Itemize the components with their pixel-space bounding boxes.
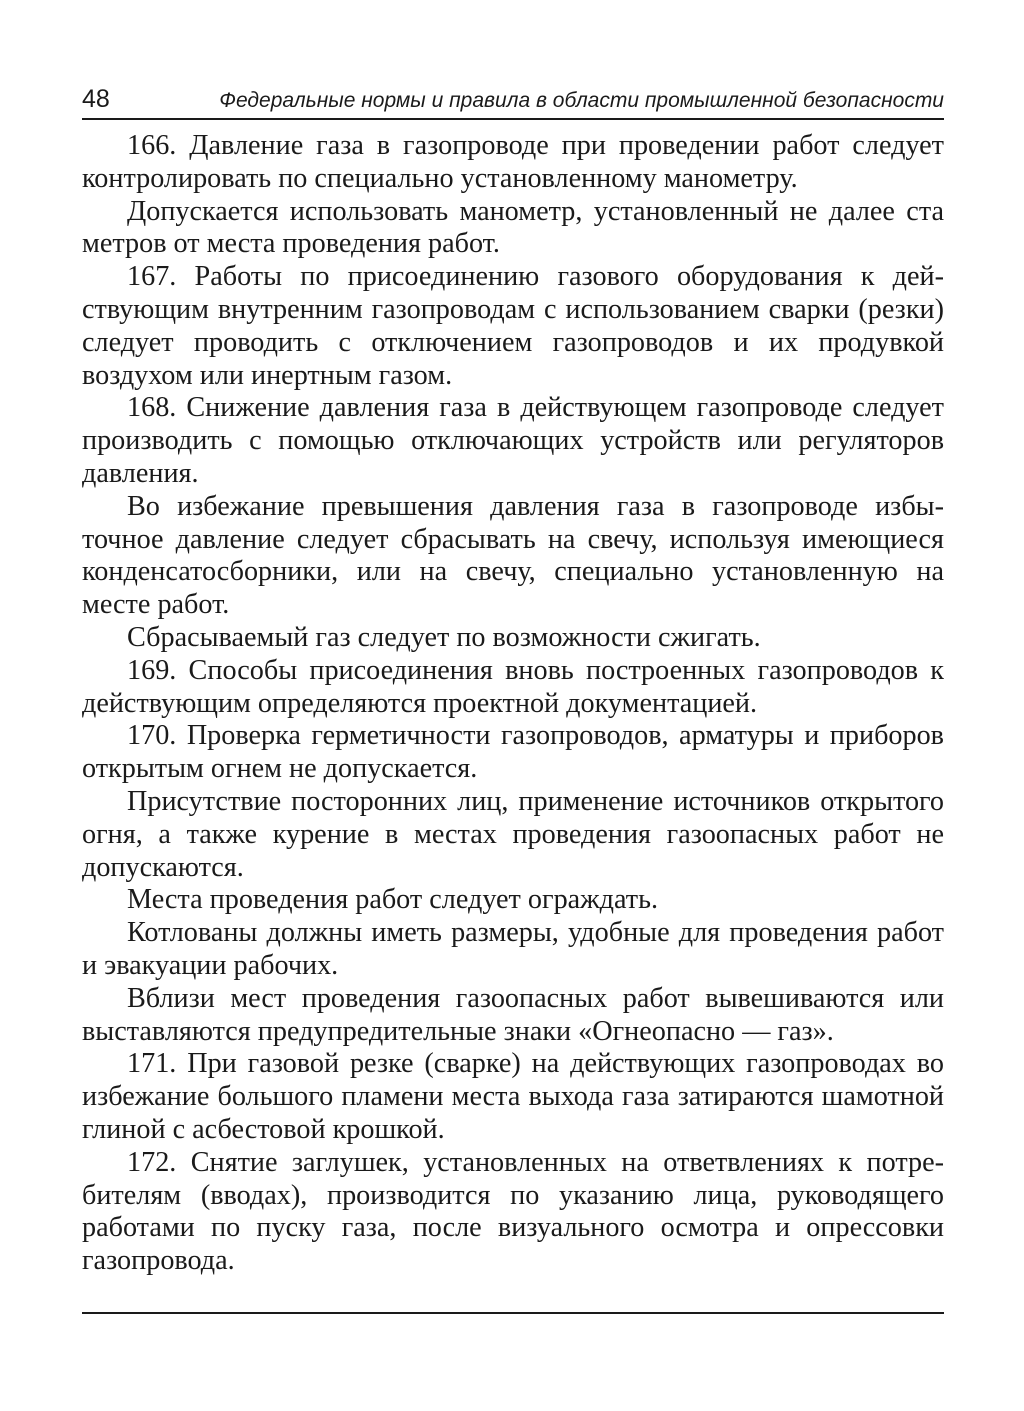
paragraph-167: 167. Работы по присоединению газового оборудования к действующим внутренним газопроводам с использованием сварки (резки) следует проводить с отключением газопроводов и их продувкой воздухом или инертным газом. bbox=[82, 261, 944, 391]
paragraph-170-pits: Котлованы должны иметь размеры, удобные для проведения работ и эвакуации рабочих. bbox=[82, 917, 944, 981]
paragraph-169: 169. Способы присоединения вновь построенных газопроводов к действующим определяются проектной документацией. bbox=[82, 654, 944, 719]
body-text bbox=[82, 130, 944, 1278]
page bbox=[82, 78, 944, 1278]
bottom-rule bbox=[82, 1312, 944, 1314]
paragraph-170: 170. Проверка герметичности газопроводов, арматуры и приборов открытым огнем не допускается. bbox=[82, 720, 944, 785]
paragraph-168: 168. Снижение давления газа в действующем газопроводе следует производить с помощью отключающих устройств или регуляторов давления. bbox=[82, 392, 944, 489]
running-title: Федеральные нормы и правила в области промышленной безопасности bbox=[219, 89, 944, 112]
paragraph-171: 171. При газовой резке (сварке) на действующих газопроводах во избежание большого пламени места выхода газа затираются шамотной глиной с асбестовой крошкой. bbox=[82, 1048, 944, 1145]
paragraph-170-signs: Вблизи мест проведения газоопасных работ вывешиваются или выставляются предупредительные знаки «Огнеопасно — газ». bbox=[82, 982, 944, 1047]
paragraph-168-overpressure: Во избежание превышения давления газа в газопроводе избыточное давление следует сбрасывать на свечу, используя имеющиеся конденсатосборники, или на свечу, специально установленную на месте работ. bbox=[82, 490, 944, 621]
paragraph-166-note: Допускается использовать манометр, установленный не далее ста метров от места проведения работ. bbox=[82, 195, 944, 260]
paragraph-166: 166. Давление газа в газопроводе при проведении работ следует контролировать по специально установленному манометру. bbox=[82, 130, 944, 194]
paragraph-168-burn: Сбрасываемый газ следует по возможности сжигать. bbox=[127, 621, 761, 653]
running-header bbox=[82, 78, 944, 120]
page-number: 48 bbox=[82, 85, 110, 113]
paragraph-170-fence: Места проведения работ следует ограждать. bbox=[127, 884, 658, 916]
paragraph-170-persons: Присутствие посторонних лиц, применение источников открытого огня, а также курение в местах проведения газоопасных работ не допускаются. bbox=[82, 785, 944, 883]
paragraph-172: 172. Снятие заглушек, установленных на ответвлениях к потребителям (вводах), производится по указанию лица, руководящего работами по пуску газа, после визуального осмотра и опрессовки газопровода. bbox=[82, 1146, 944, 1277]
